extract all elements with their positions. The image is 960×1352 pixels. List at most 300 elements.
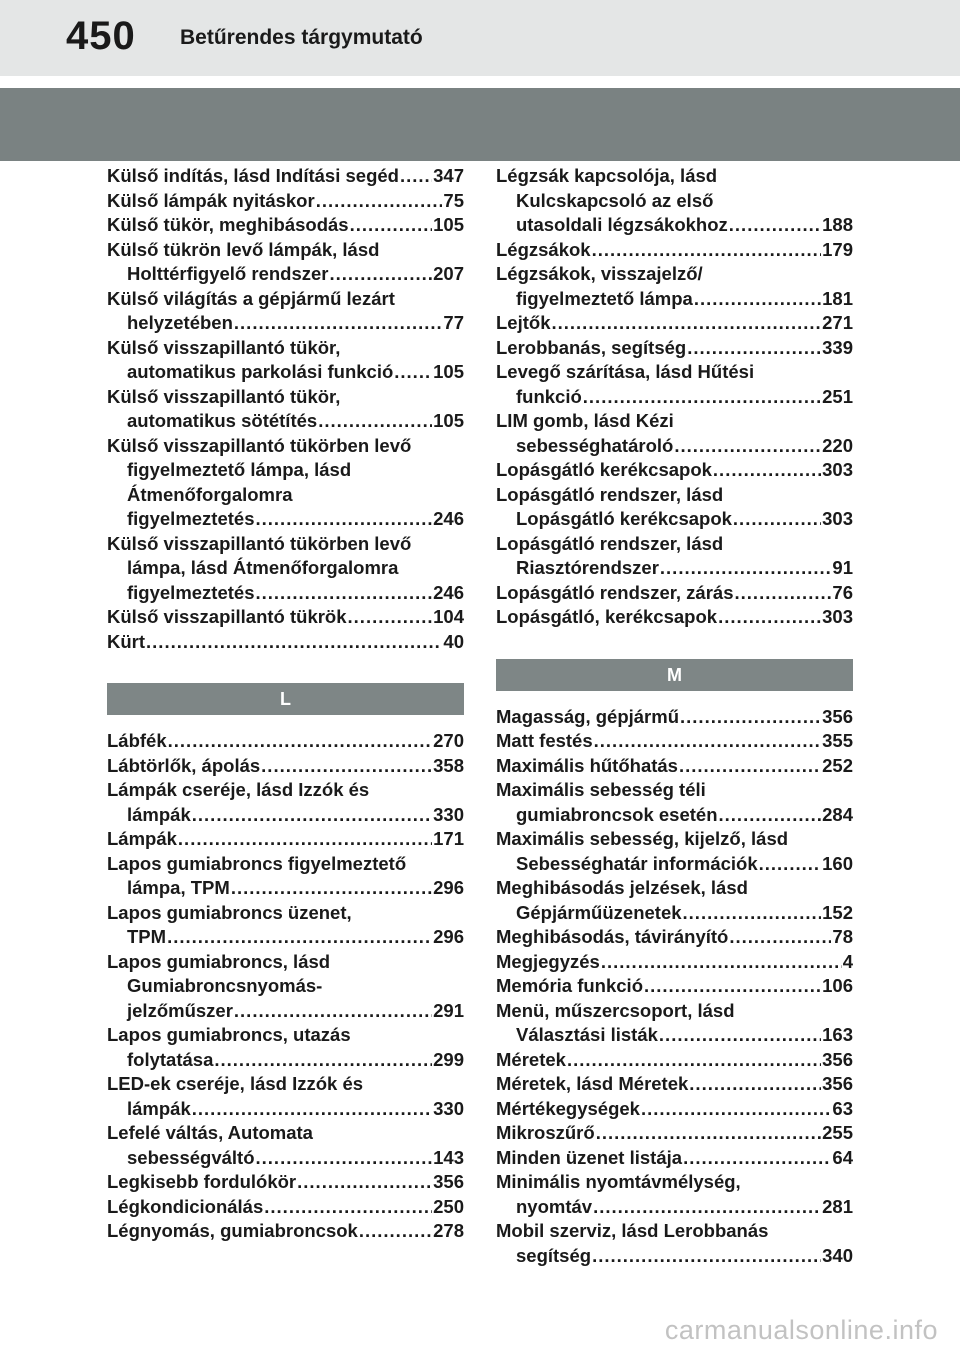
index-page-number: 143 (433, 1146, 464, 1168)
dot-leader (719, 803, 822, 828)
index-entry-line (496, 458, 853, 483)
index-page-number: 77 (443, 312, 464, 333)
index-entry (107, 605, 464, 630)
index-page-number: 75 (443, 189, 464, 211)
index-entry-text: Gépjárműüzenetek (516, 901, 682, 923)
index-entry-text: Mértékegységek (496, 1097, 640, 1119)
index-page-number: 250 (433, 1195, 464, 1217)
index-entry-text: Levegő szárítása, lásd Hűtési (496, 361, 755, 382)
index-entry-text: Lopásgátló rendszer, lásd (496, 532, 724, 554)
index-entry (496, 999, 853, 1048)
dot-leader (641, 1097, 831, 1122)
index-entry-line (496, 532, 853, 557)
index-entry-text: Meghibásodás jelzések, lásd (496, 877, 748, 898)
dot-leader (167, 925, 432, 950)
index-entry-text: Külső visszapillantó tükörben levő (107, 532, 412, 554)
index-entry-text: Maximális sebesség téli (496, 779, 706, 800)
index-entry (107, 950, 464, 1024)
index-entry-text: Lopásgátló kerékcsapok (496, 459, 712, 480)
index-entry-line (496, 164, 853, 189)
index-entry (496, 827, 853, 876)
index-entry (107, 532, 464, 606)
index-entry-line (496, 1146, 853, 1171)
index-entry-line (107, 1170, 464, 1195)
index-entry-line (496, 238, 853, 263)
index-page-number: 278 (433, 1220, 464, 1241)
index-entry-line (107, 287, 464, 312)
index-page-number: 281 (822, 1195, 853, 1217)
index-entry-text: Külső tükör, meghibásodás (107, 214, 349, 235)
index-page-number: 303 (822, 508, 853, 529)
index-entry-line (107, 901, 464, 926)
index-entry-line (107, 311, 464, 336)
index-entry-text: figyelmeztetés (127, 508, 255, 529)
index-page-number: 296 (433, 926, 464, 947)
dot-leader (350, 213, 433, 238)
dot-leader (735, 581, 832, 606)
index-entry-line (107, 754, 464, 779)
dot-leader (759, 852, 822, 877)
index-entry-text: Választási listák (516, 1024, 658, 1045)
index-entry-text: Lapos gumiabroncs figyelmeztető (107, 852, 407, 874)
index-entry-text: Menü, műszercsoport, lásd (496, 999, 735, 1021)
index-entry-line (496, 729, 853, 754)
index-entry-text: Külső visszapillantó tükörben levő (107, 434, 412, 456)
index-entry-text: Kulcskapcsoló az első (516, 189, 714, 211)
index-entry-line (496, 876, 853, 901)
index-entry-line (496, 434, 853, 459)
index-entry-text: Légzsákok (496, 238, 591, 260)
index-entry-line (496, 974, 853, 999)
index-entry (107, 754, 464, 779)
dot-leader (264, 1195, 432, 1220)
index-entry-text: Riasztórendszer (516, 557, 659, 578)
index-page-number: 303 (822, 606, 853, 627)
dot-leader (359, 1219, 432, 1244)
index-page-number: 356 (822, 1048, 853, 1070)
dot-leader (659, 1023, 821, 1048)
index-entry-line (496, 311, 853, 336)
index-entry-text: Méretek (496, 1048, 566, 1070)
index-entry-line (496, 1170, 853, 1195)
index-entry-text: Külső visszapillantó tükrök (107, 606, 347, 627)
index-entry-text: lámpák (127, 803, 191, 825)
index-entry-line (496, 385, 853, 410)
index-entry-line (496, 581, 853, 606)
index-entry-text: Matt festés (496, 730, 593, 751)
index-entry-text: Légzsák kapcsolója, lásd (496, 165, 718, 186)
index-entry-line (496, 1097, 853, 1122)
section-letter-header: M (496, 659, 853, 691)
index-entry-text: jelzőműszer (127, 999, 233, 1021)
index-entry-line (496, 999, 853, 1024)
dot-leader (729, 925, 831, 950)
index-entry-line (496, 1121, 853, 1146)
index-entry-line (107, 852, 464, 877)
index-entry-text: Lapos gumiabroncs üzenet, (107, 901, 352, 923)
index-page-number: 330 (433, 803, 464, 825)
index-entry (496, 458, 853, 483)
index-entry (496, 1048, 853, 1073)
dot-leader (318, 409, 432, 434)
index-entry-line (107, 876, 464, 901)
index-page-number: 220 (822, 434, 853, 456)
index-page-number: 188 (822, 214, 853, 235)
index-entry-line (107, 434, 464, 459)
index-entry-line (496, 705, 853, 730)
index-page-number: 255 (822, 1122, 853, 1143)
index-page-number: 152 (822, 901, 853, 923)
index-page-number: 356 (822, 705, 853, 727)
index-entry (107, 1121, 464, 1170)
index-entry-line (496, 1195, 853, 1220)
index-entry-line (107, 1121, 464, 1146)
index-entry-line (496, 605, 853, 630)
index-page-number: 40 (443, 630, 464, 652)
dot-leader (718, 605, 821, 630)
index-entry (107, 238, 464, 287)
index-page-number: 105 (433, 214, 464, 235)
index-page-number: 284 (822, 803, 853, 825)
dot-leader (729, 213, 821, 238)
index-entry-text: Gumiabroncsnyomás- (127, 975, 323, 996)
index-entry-line (496, 778, 853, 803)
header-band (0, 88, 960, 161)
index-page-number: 347 (433, 165, 464, 186)
index-entry-text: Lapos gumiabroncs, utazás (107, 1024, 351, 1045)
index-entry-text: lámpák (127, 1097, 191, 1119)
index-entry-text: sebességváltó (127, 1146, 255, 1168)
index-entry (107, 164, 464, 189)
index-entry-line (496, 950, 853, 975)
dot-leader (713, 458, 821, 483)
index-entry-line (107, 1195, 464, 1220)
index-entry (107, 1023, 464, 1072)
index-entry-line (496, 1244, 853, 1269)
index-entry (496, 360, 853, 409)
dot-leader (192, 1097, 432, 1122)
index-entry-text: Magasság, gépjármű (496, 705, 680, 727)
index-entry-text: Lopásgátló, kerékcsapok (496, 606, 718, 627)
index-entry-text: Lapos gumiabroncs, lásd (107, 950, 331, 972)
index-entry-line (107, 336, 464, 361)
index-entry-text: Légzsákok, visszajelző/ (496, 263, 703, 284)
index-entry-text: Sebességhatár információk (516, 852, 758, 874)
index-entry-line (107, 213, 464, 238)
index-entry-text: nyomtáv (516, 1195, 593, 1217)
dot-leader (683, 901, 822, 926)
index-page-number: 104 (433, 606, 464, 627)
index-page-number: 303 (822, 459, 853, 480)
index-entry-line (496, 1023, 853, 1048)
index-entry (107, 434, 464, 532)
index-entry-line (107, 164, 464, 189)
index-entry-text: TPM (127, 926, 167, 947)
dot-leader (596, 1121, 821, 1146)
index-entry-text: utasoldali légzsákokhoz (516, 214, 728, 235)
index-entry-line (107, 360, 464, 385)
index-entry-line (496, 1072, 853, 1097)
dot-leader (178, 827, 432, 852)
dot-leader (297, 1170, 432, 1195)
dot-leader (592, 1244, 821, 1269)
index-entry-text: Külső visszapillantó tükör, (107, 385, 341, 407)
index-page-number: 76 (832, 581, 853, 603)
index-entry-line (107, 630, 464, 655)
index-entry (496, 532, 853, 581)
index-entry (107, 630, 464, 655)
index-entry-line (107, 409, 464, 434)
index-entry (107, 827, 464, 852)
index-page-number: 296 (433, 877, 464, 898)
index-entry-line (107, 803, 464, 828)
index-entry (107, 901, 464, 950)
dot-leader (592, 238, 822, 263)
dot-leader (330, 262, 433, 287)
index-entry-line (107, 385, 464, 410)
index-entry (496, 1121, 853, 1146)
index-page-number: 246 (433, 508, 464, 529)
dot-leader (256, 1146, 433, 1171)
section-title: Betűrendes tárgymutató (180, 26, 423, 49)
index-entry (496, 1146, 853, 1171)
index-entry-text: automatikus parkolási funkció (127, 361, 394, 382)
index-entry-line (496, 754, 853, 779)
index-entry-line (107, 581, 464, 606)
index-entry (107, 1072, 464, 1121)
index-page-number: 358 (433, 754, 464, 776)
dot-leader (256, 581, 433, 606)
dot-leader (400, 164, 432, 189)
index-page-number: 271 (822, 312, 853, 333)
index-entry-text: helyzetében (127, 312, 233, 333)
index-entry-line (496, 803, 853, 828)
index-entry-line (496, 852, 853, 877)
index-page-number: 91 (832, 557, 853, 578)
index-entry-text: segítség (516, 1244, 592, 1266)
dot-leader (583, 385, 821, 410)
index-page-number: 78 (832, 926, 853, 947)
index-entry-line (496, 483, 853, 508)
dot-leader (674, 434, 821, 459)
index-entry-line (496, 1048, 853, 1073)
index-page-number: 4 (842, 950, 853, 972)
index-entry-line (107, 778, 464, 803)
index-entry (496, 581, 853, 606)
index-entry-text: Maximális hűtőhatás (496, 754, 678, 776)
index-page-number: 356 (822, 1073, 853, 1094)
index-entry-text: Légnyomás, gumiabroncsok (107, 1220, 358, 1241)
index-entry-text: LED-ek cseréje, lásd Izzók és (107, 1073, 364, 1094)
index-entry-line (107, 950, 464, 975)
index-entry (107, 729, 464, 754)
index-entry (107, 1170, 464, 1195)
index-entry-text: Megjegyzés (496, 950, 600, 972)
index-entry (496, 1072, 853, 1097)
index-entry-text: Legkisebb fordulókör (107, 1171, 297, 1192)
index-entry-text: Külső tükrön levő lámpák, lásd (107, 238, 380, 260)
index-entry (496, 925, 853, 950)
index-entry-line (496, 213, 853, 238)
index-entry-line (107, 262, 464, 287)
index-entry-line (107, 974, 464, 999)
index-entry-text: sebességhatároló (516, 434, 674, 456)
index-entry (107, 336, 464, 385)
index-page-number: 106 (822, 975, 853, 996)
index-entry (496, 754, 853, 779)
watermark: carmanualsonline.info (664, 1315, 938, 1345)
dot-leader (594, 729, 821, 754)
index-entry-text: Lejtők (496, 312, 551, 333)
index-entry-text: Minimális nyomtávmélység, (496, 1171, 741, 1192)
section-letter-header: L (107, 683, 464, 715)
index-entry-line (107, 1023, 464, 1048)
index-page-number: 356 (433, 1171, 464, 1192)
page-number: 450 (66, 14, 136, 58)
index-page-number: 270 (433, 730, 464, 751)
index-entry-text: Lerobbanás, segítség (496, 336, 687, 358)
index-entry (496, 974, 853, 999)
dot-leader (567, 1048, 821, 1073)
index-page-number: 355 (822, 730, 853, 751)
index-entry-line (107, 999, 464, 1024)
index-entry-line (107, 1048, 464, 1073)
index-entry-line (107, 925, 464, 950)
index-page-number: 340 (822, 1244, 853, 1266)
index-entry-text: Külső indítás, lásd Indítási segéd (107, 165, 399, 186)
dot-leader (644, 974, 821, 999)
index-entry-text: lámpa, lásd Átmenőforgalomra (127, 557, 399, 578)
dot-leader (683, 1146, 831, 1171)
index-entry (107, 287, 464, 336)
index-entry-line (107, 827, 464, 852)
index-entry-line (107, 605, 464, 630)
index-entry-line (496, 556, 853, 581)
index-page-number: 299 (433, 1048, 464, 1070)
index-entry-text: Külső lámpák nyitáskor (107, 189, 315, 211)
index-column-right (496, 164, 853, 1268)
index-entry-line (496, 925, 853, 950)
index-entry-text: Lábfék (107, 730, 167, 751)
index-entry-text: Maximális sebesség, kijelző, lásd (496, 828, 789, 849)
dot-leader (689, 1072, 821, 1097)
index-entry-text: figyelmeztetés (127, 581, 255, 603)
index-page-number: 181 (822, 287, 853, 309)
index-entry-line (107, 189, 464, 214)
index-entry-text: lámpa, TPM (127, 877, 230, 898)
dot-leader (733, 507, 821, 532)
index-entry-line (107, 1146, 464, 1171)
index-entry-text: funkció (516, 385, 582, 407)
index-entry-text: Meghibásodás, távirányító (496, 926, 729, 947)
dot-leader (214, 1048, 432, 1073)
index-entry (496, 705, 853, 730)
index-entry-text: Lefelé váltás, Automata (107, 1122, 313, 1143)
index-entry (496, 950, 853, 975)
dot-leader (192, 803, 432, 828)
dot-leader (551, 311, 821, 336)
index-page-number: 163 (822, 1024, 853, 1045)
index-entry-line (107, 1072, 464, 1097)
dot-leader (168, 729, 432, 754)
index-entry (496, 262, 853, 311)
index-entry (496, 311, 853, 336)
index-entry-line (496, 287, 853, 312)
dot-leader (593, 1195, 821, 1220)
index-page-number: 64 (832, 1146, 853, 1168)
dot-leader (146, 630, 442, 655)
index-entry-text: gumiabroncsok esetén (516, 803, 718, 825)
index-entry (107, 852, 464, 901)
index-entry (496, 778, 853, 827)
index-entry-text: Lopásgátló rendszer, zárás (496, 581, 734, 603)
index-entry-line (107, 507, 464, 532)
index-entry-text: Külső visszapillantó tükör, (107, 336, 341, 358)
index-entry-text: Lopásgátló rendszer, lásd (496, 483, 724, 505)
index-entry-line (107, 729, 464, 754)
index-entry-line (107, 238, 464, 263)
index-entry (496, 605, 853, 630)
index-entry-line (107, 458, 464, 483)
dot-leader (256, 507, 433, 532)
index-entry-text: Átmenőforgalomra (127, 483, 293, 505)
index-entry-text: Minden üzenet listája (496, 1146, 683, 1168)
index-entry-line (496, 336, 853, 361)
index-entry-text: automatikus sötétítés (127, 410, 318, 431)
index-entry-text: Memória funkció (496, 975, 643, 996)
page-header-bar (0, 0, 960, 76)
index-entry (496, 336, 853, 361)
dot-leader (261, 754, 432, 779)
index-entry-line (107, 556, 464, 581)
dot-leader (687, 336, 821, 361)
index-entry-text: Lábtörlők, ápolás (107, 754, 261, 776)
index-entry-text: Külső világítás a gépjármű lezárt (107, 287, 395, 309)
index-entry-text: Lopásgátló kerékcsapok (516, 508, 732, 529)
index-entry-text: Lámpák cseréje, lásd Izzók és (107, 779, 370, 800)
index-page-number: 160 (822, 852, 853, 874)
dot-leader (694, 287, 821, 312)
index-entry (496, 409, 853, 458)
index-page-number: 105 (433, 361, 464, 382)
index-page-number: 171 (433, 828, 464, 849)
index-entry-text: Mikroszűrő (496, 1122, 595, 1143)
index-page-number: 291 (433, 999, 464, 1021)
index-entry-text: Kürt (107, 630, 146, 652)
index-entry-line (107, 1219, 464, 1244)
index-column-left (107, 164, 464, 1244)
index-entry-line (107, 483, 464, 508)
index-page-number: 207 (433, 263, 464, 284)
index-page-number: 252 (822, 754, 853, 776)
index-entry (107, 1219, 464, 1244)
index-entry (496, 164, 853, 238)
index-entry-line (496, 262, 853, 287)
index-entry-line (496, 507, 853, 532)
index-entry (107, 385, 464, 434)
dot-leader (234, 311, 443, 336)
index-entry (496, 238, 853, 263)
index-entry (496, 1097, 853, 1122)
index-entry-text: LIM gomb, lásd Kézi (496, 410, 674, 431)
index-entry (496, 729, 853, 754)
index-page-number: 105 (433, 410, 464, 431)
index-entry-line (496, 901, 853, 926)
index-entry-text: Mobil szerviz, lásd Lerobbanás (496, 1220, 769, 1241)
index-entry-text: Légkondicionálás (107, 1195, 264, 1217)
index-entry (496, 876, 853, 925)
dot-leader (394, 360, 432, 385)
